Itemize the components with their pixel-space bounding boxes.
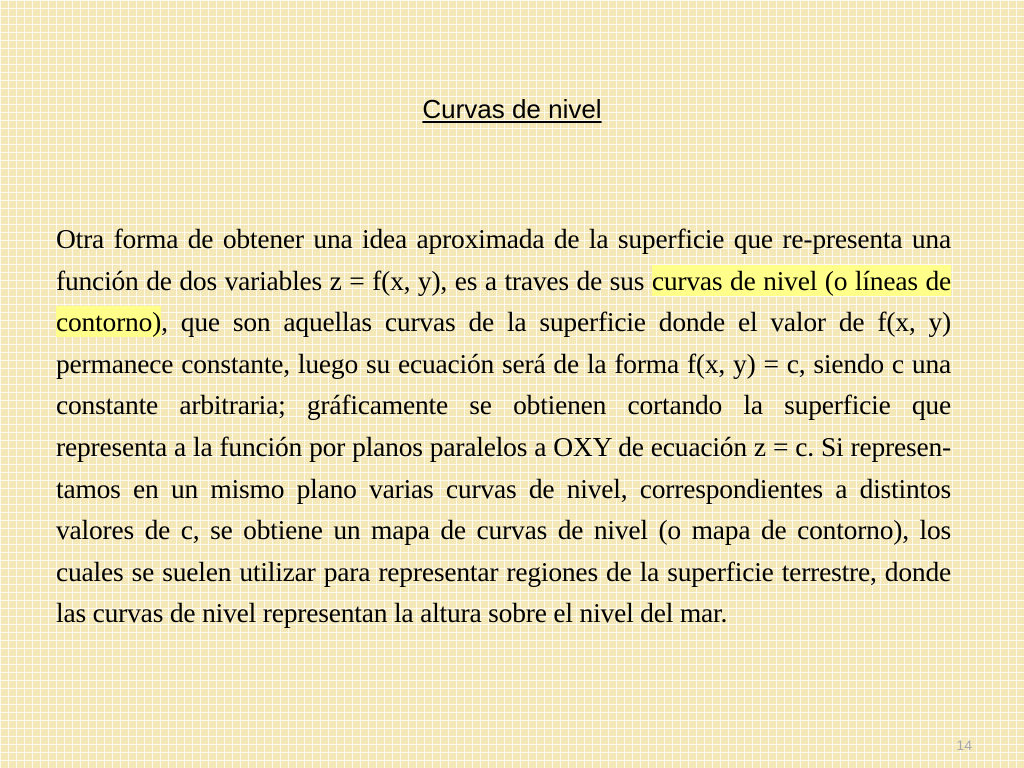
page-number: 14: [956, 737, 972, 753]
slide-title: [0, 94, 1024, 125]
body-paragraph: [56, 218, 951, 634]
highlighted-term: curvas de nivel (o líneas de contorno): [56, 264, 952, 338]
paragraph-text-before-highlight: Otra forma de obtener una idea aproximada de la superficie que re-presenta una función de dos variables z = f(x, y), es a traves de sus: [56, 223, 951, 296]
paragraph-text-after-highlight: , que son aquellas curvas de la superficie donde el valor de f(x, y) permanece constante, luego su ecuación será de la forma f(x, y) = c, siendo c una constante arbitraria; gráficamente se obtienen cortando la superficie que representa a la función por planos paralelos a OXY de ecuación z = c. Si represen-tamos en un mismo plano varias curvas de nivel, correspondientes a distintos valores de c, se obtiene un mapa de curvas de nivel (o mapa de contorno), los cuales se suelen utilizar para representar regiones de la superficie terrestre, donde las curvas de nivel representan la altura sobre el nivel del mar.: [56, 306, 951, 629]
slide-title-text: Curvas de nivel: [422, 94, 602, 124]
